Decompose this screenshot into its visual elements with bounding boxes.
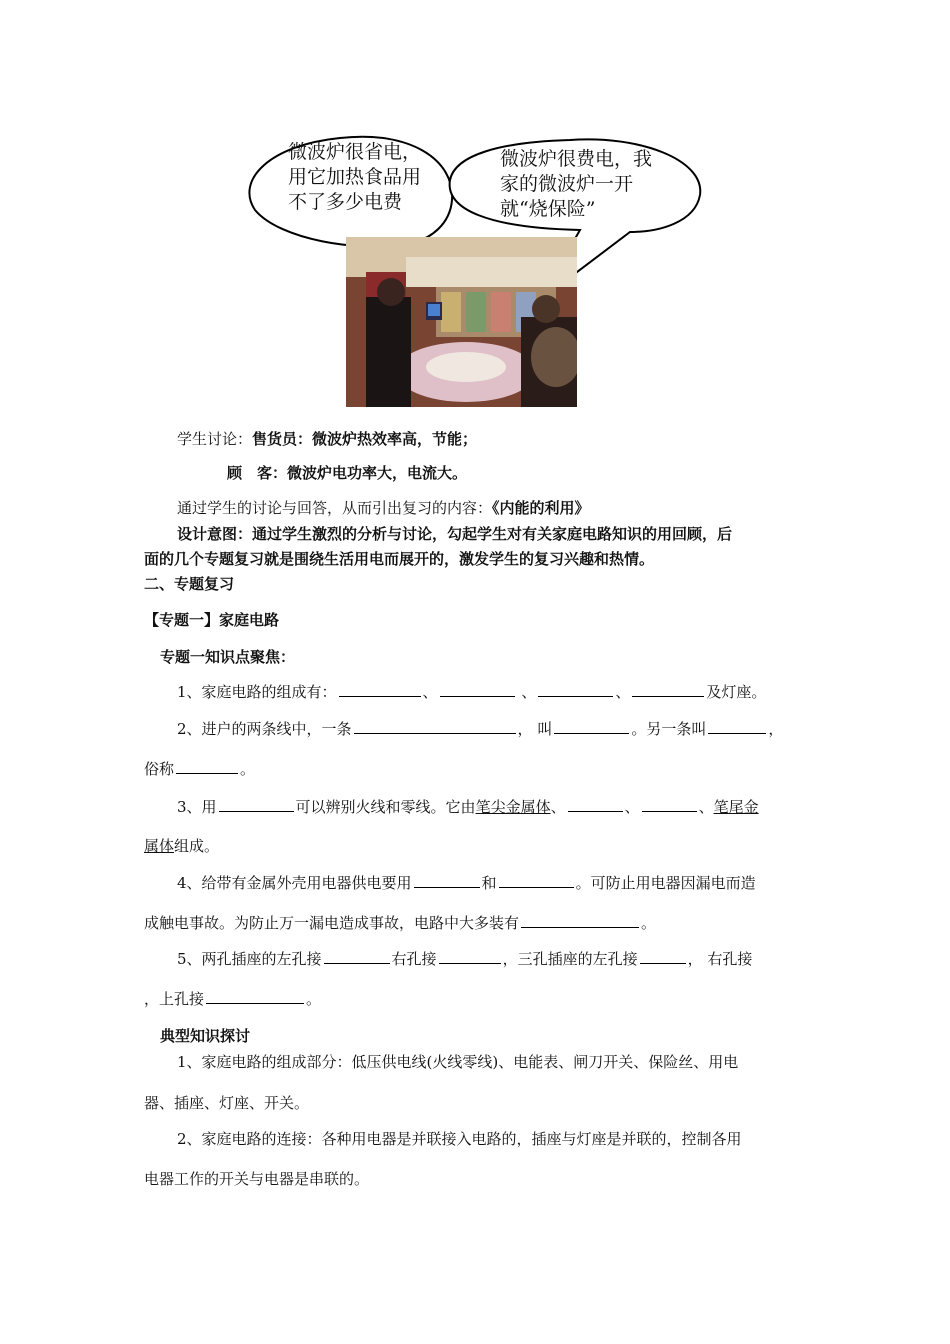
focus-heading: 专题一知识点聚焦： <box>160 648 296 666</box>
q4-text: 。可防止用电器因漏电而造 <box>575 874 756 892</box>
q4-text: 。 <box>641 914 657 932</box>
knowledge-1-line2: 器、插座、灯座、开关。 <box>144 1094 310 1112</box>
blank-field[interactable] <box>176 759 238 774</box>
question-1 <box>177 681 766 702</box>
blank-field[interactable] <box>642 797 697 812</box>
q2-text: 。另一条叫 <box>631 720 707 738</box>
right-bubble-line: 微波炉很费电，我 <box>500 148 653 170</box>
q1-sep: 、 <box>615 683 631 701</box>
q2-text: 。 <box>240 760 256 778</box>
review-intro <box>177 497 590 518</box>
question-5 <box>177 948 752 969</box>
q5-text: 5、两孔插座的左孔接 <box>177 950 322 968</box>
q2-text: 2、进户的两条线中，一条 <box>177 720 352 738</box>
section-heading: 二、专题复习 <box>144 575 235 593</box>
q4-text: 和 <box>481 874 497 892</box>
store-photo-illustration <box>346 237 577 407</box>
blank-field[interactable] <box>538 682 613 697</box>
blank-field[interactable] <box>206 989 304 1004</box>
review-intro-text: 通过学生的讨论与回答，从而引出复习的内容： <box>177 499 493 517</box>
design-intent-line1: 设计意图：通过学生激烈的分析与讨论，勾起学生对有关家庭电路知识的用回顾，后 <box>177 525 733 543</box>
q3-underlined: 属体 <box>144 837 175 855</box>
right-bubble-line: 家的微波炉一开 <box>500 173 634 195</box>
left-bubble-line: 不了多少电费 <box>288 191 403 213</box>
q2-text: ， 叫 <box>517 720 553 738</box>
q1-sep: 、 <box>516 683 537 701</box>
blank-field[interactable] <box>554 719 629 734</box>
design-intent-line2: 面的几个专题复习就是围绕生活用电而展开的，激发学生的复习兴趣和热情。 <box>144 550 655 568</box>
blank-field[interactable] <box>219 797 294 812</box>
blank-field[interactable] <box>632 682 704 697</box>
q3-text: 3、用 <box>177 798 217 816</box>
q3-text: 组成。 <box>174 837 220 855</box>
topic-heading: 【专题一】家庭电路 <box>144 611 280 629</box>
question-4 <box>177 872 756 893</box>
blank-field[interactable] <box>499 873 574 888</box>
question-5-cont <box>144 988 321 1009</box>
discussion-prefix: 学生讨论： <box>177 430 253 448</box>
q2-text: 俗称 <box>144 760 175 778</box>
left-bubble-line: 微波炉很省电， <box>288 141 422 163</box>
blank-field[interactable] <box>521 913 639 928</box>
knowledge-1-line1: 1、家庭电路的组成部分：低压供电线(火线零线)、电能表、闸刀开关、保险丝、用电 <box>177 1053 739 1071</box>
question-2-cont <box>144 758 255 779</box>
blank-field[interactable] <box>708 719 766 734</box>
blank-field[interactable] <box>414 873 480 888</box>
q3-underlined: 笔尖金属体 <box>475 798 551 816</box>
q1-text: 1、家庭电路的组成有： <box>177 683 337 701</box>
blank-field[interactable] <box>568 797 623 812</box>
blank-field[interactable] <box>324 949 390 964</box>
q4-text: 成触电事故。为防止万一漏电造成事故，电路中大多装有 <box>144 914 520 932</box>
q5-text: 。 <box>306 990 322 1008</box>
blank-field[interactable] <box>439 949 501 964</box>
knowledge-2-line1: 2、家庭电路的连接：各种用电器是并联接入电路的，插座与灯座是并联的，控制各用 <box>177 1130 742 1148</box>
q3-text: 、 <box>550 798 566 816</box>
review-topic: 《内能的利用》 <box>492 499 590 517</box>
q3-text: 可以辨别火线和零线。它由 <box>295 798 476 816</box>
q1-sep: 、 <box>422 683 438 701</box>
left-bubble-text <box>288 140 421 215</box>
seller-statement: 售货员：微波炉热效率高，节能； <box>252 430 478 448</box>
question-4-cont <box>144 912 656 933</box>
right-bubble-line: 就“烧保险” <box>500 198 596 220</box>
store-photo <box>346 237 577 407</box>
blank-field[interactable] <box>339 682 421 697</box>
q1-text: 及灯座。 <box>706 683 767 701</box>
blank-field[interactable] <box>354 719 516 734</box>
discussion-line <box>177 428 477 449</box>
right-bubble-text <box>500 147 652 222</box>
blank-field[interactable] <box>440 682 515 697</box>
customer-statement: 顾 客：微波炉电功率大，电流大。 <box>227 464 468 482</box>
left-bubble-line: 用它加热食品用 <box>288 166 422 188</box>
q2-text: ， <box>768 720 784 738</box>
q5-text: ，三孔插座的左孔接 <box>502 950 638 968</box>
q3-text: 、 <box>698 798 714 816</box>
knowledge-2-line2: 电器工作的开关与电器是串联的。 <box>144 1170 370 1188</box>
question-2 <box>177 718 783 739</box>
question-3 <box>177 796 759 817</box>
q4-text: 4、给带有金属外壳用电器供电要用 <box>177 874 412 892</box>
blank-field[interactable] <box>640 949 686 964</box>
q5-text: 右孔接 <box>391 950 437 968</box>
typical-heading: 典型知识探讨 <box>160 1027 251 1045</box>
q5-text: ， 右孔接 <box>687 950 753 968</box>
q3-text: 、 <box>624 798 640 816</box>
q3-underlined: 笔尾金 <box>713 798 759 816</box>
question-3-cont <box>144 835 219 856</box>
q5-text: ，上孔接 <box>144 990 205 1008</box>
